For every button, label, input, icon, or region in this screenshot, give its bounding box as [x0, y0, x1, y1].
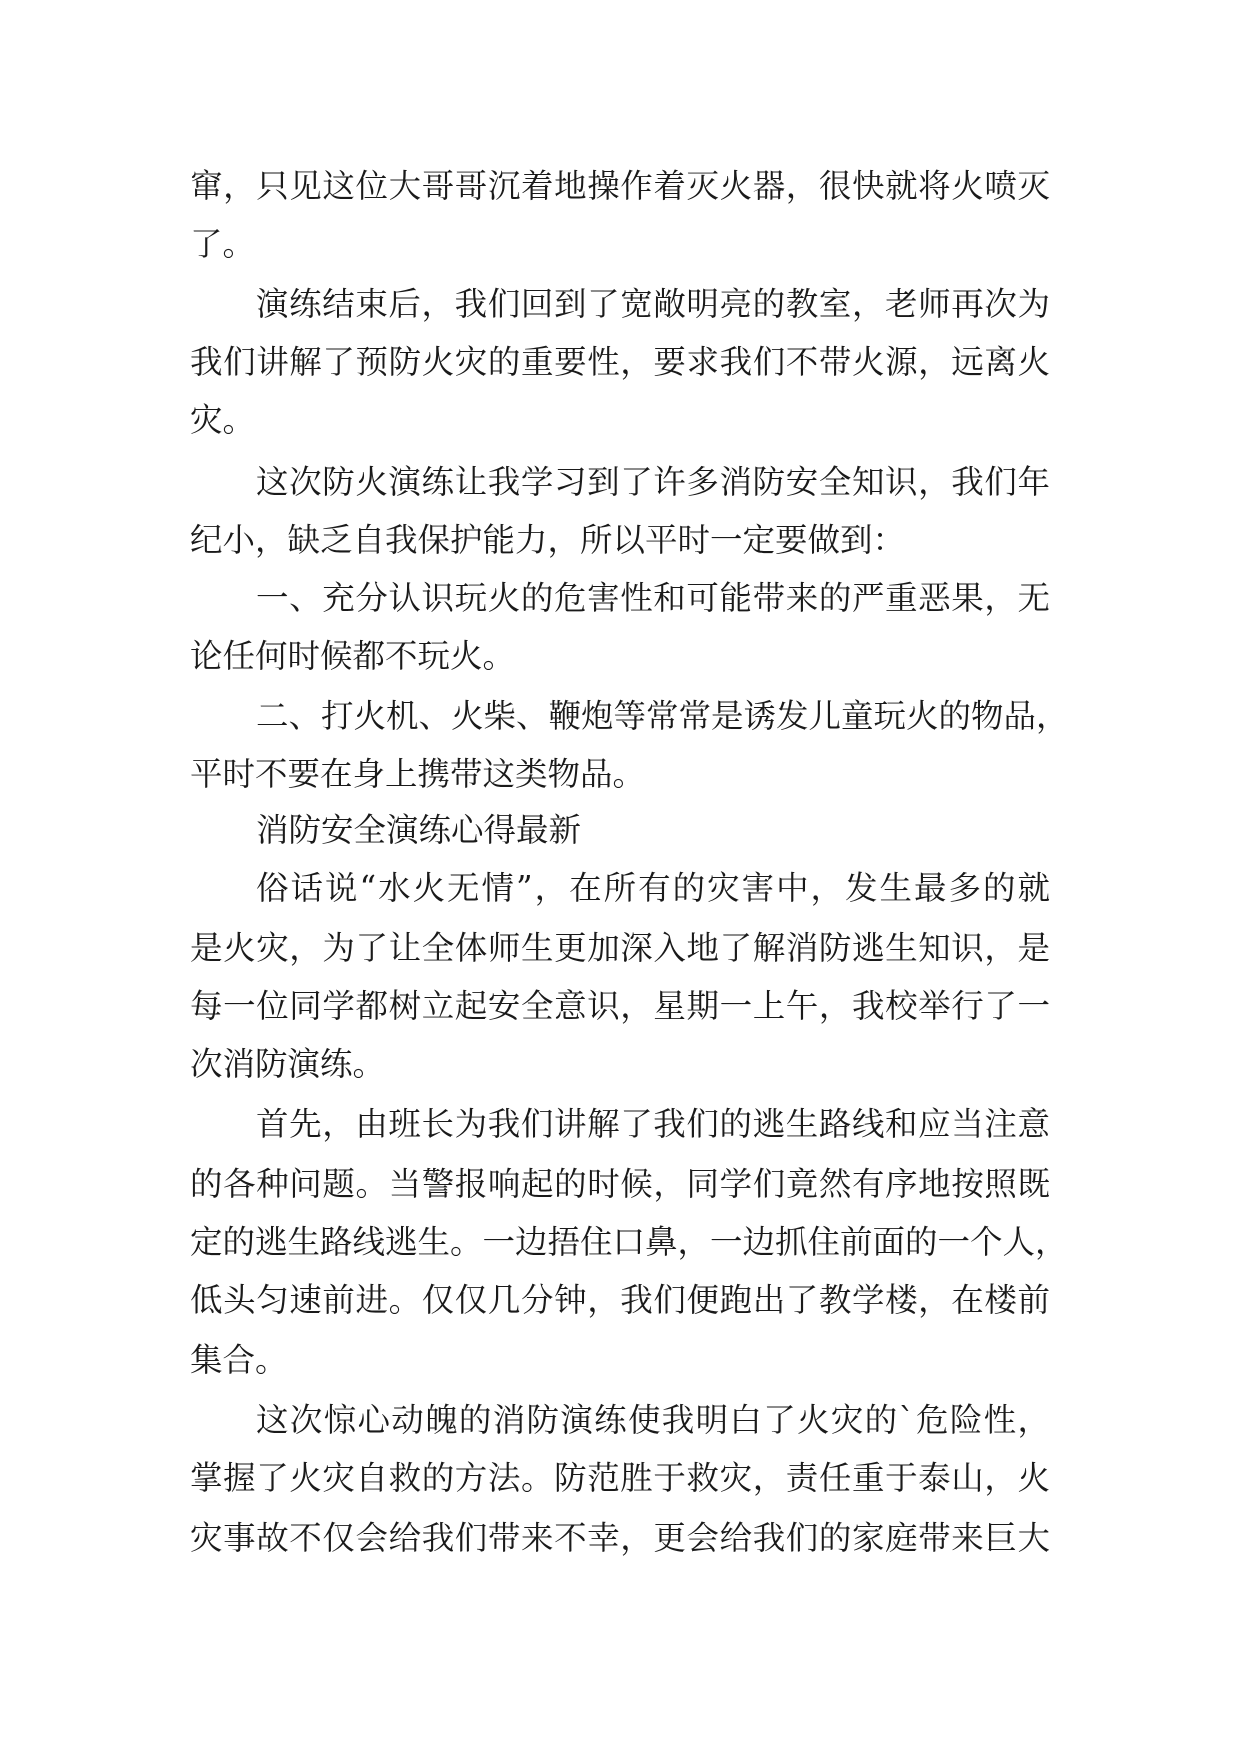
text-line: 一、充分认识玩火的危害性和可能带来的严重恶果，无	[256, 579, 1050, 617]
text-line: 二、打火机、火柴、鞭炮等常常是诱发儿童玩火的物品，	[256, 697, 1069, 735]
text-line: 定的逃生路线逃生。一边捂住口鼻，一边抓住前面的一个人，	[190, 1223, 1068, 1261]
text-line: 次消防演练。	[190, 1045, 386, 1083]
section-heading: 消防安全演练心得最新	[256, 811, 582, 849]
text-line: 集合。	[190, 1341, 288, 1379]
text-line: 掌握了火灾自救的方法。防范胜于救灾，责任重于泰山，火	[190, 1459, 1050, 1497]
text-line: 俗话说“水火无情”，在所有的灾害中，发生最多的就	[256, 869, 1050, 907]
text-line: 论任何时候都不玩火。	[190, 637, 516, 675]
text-line: 每一位同学都树立起安全意识，星期一上午，我校举行了一	[190, 987, 1050, 1025]
text-line: 演练结束后，我们回到了宽敞明亮的教室，老师再次为	[256, 285, 1050, 323]
text-line: 我们讲解了预防火灾的重要性，要求我们不带火源，远离火	[190, 343, 1050, 381]
text-line: 低头匀速前进。仅仅几分钟，我们便跑出了教学楼，在楼前	[190, 1281, 1050, 1319]
text-line: 这次防火演练让我学习到了许多消防安全知识，我们年	[256, 463, 1050, 501]
text-line: 灾。	[190, 401, 256, 439]
text-line: 灾事故不仅会给我们带来不幸，更会给我们的家庭带来巨大	[190, 1519, 1050, 1557]
text-line: 了。	[190, 225, 256, 263]
text-line: 首先，由班长为我们讲解了我们的逃生路线和应当注意	[256, 1105, 1050, 1143]
text-line: 窜，只见这位大哥哥沉着地操作着灭火器，很快就将火喷灭	[190, 167, 1050, 205]
text-line: 这次惊心动魄的消防演练使我明白了火灾的`危险性，	[256, 1401, 1050, 1439]
text-line: 纪小，缺乏自我保护能力，所以平时一定要做到：	[190, 521, 906, 559]
text-line: 的各种问题。当警报响起的时候，同学们竟然有序地按照既	[190, 1165, 1050, 1203]
text-line: 是火灾，为了让全体师生更加深入地了解消防逃生知识，是	[190, 929, 1050, 967]
text-line: 平时不要在身上携带这类物品。	[190, 755, 646, 793]
